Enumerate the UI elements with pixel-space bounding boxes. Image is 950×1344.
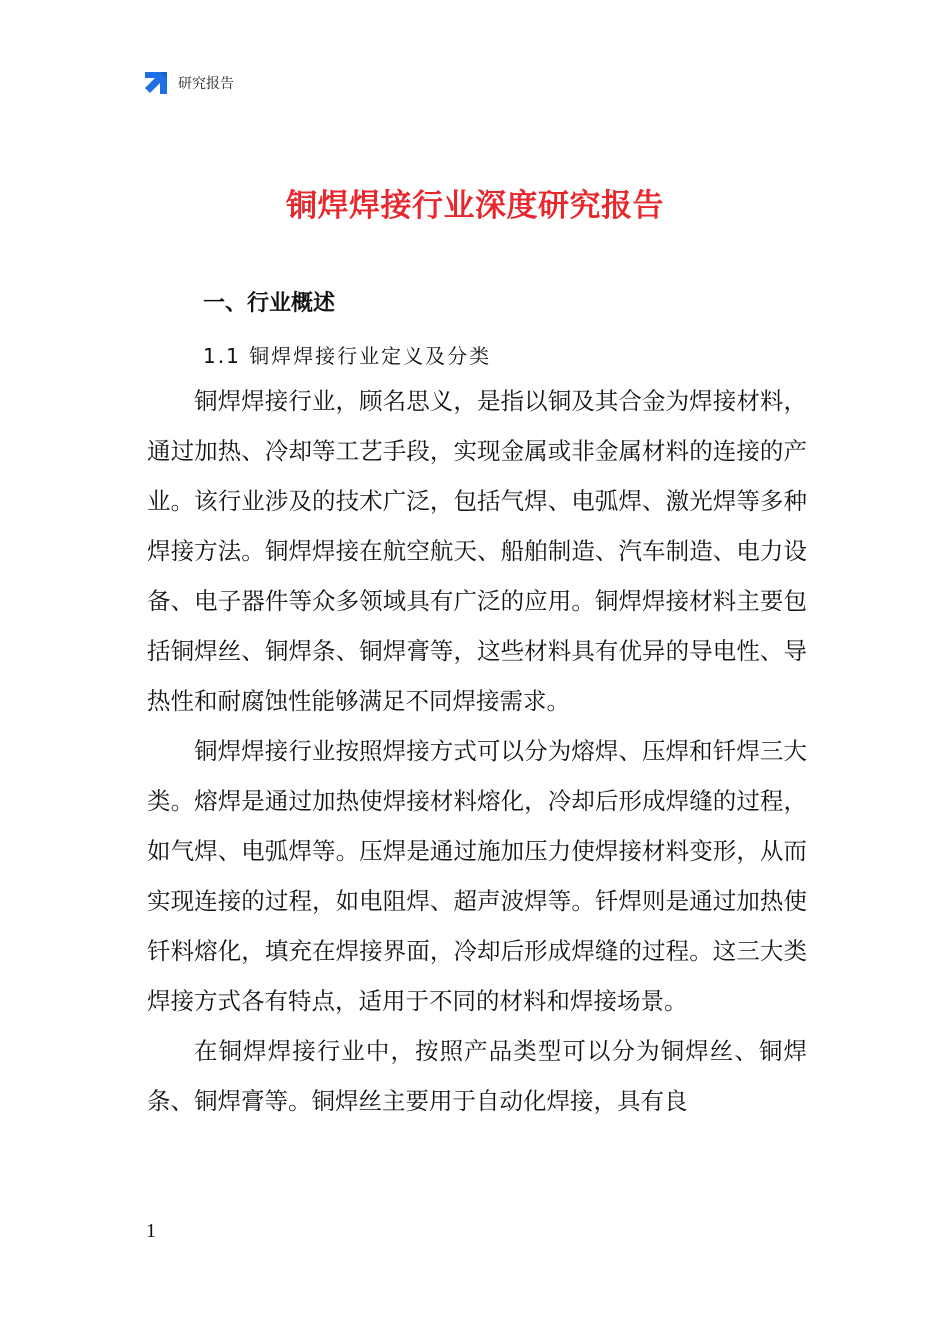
subsection-heading: 1.1 铜焊焊接行业定义及分类 [203, 344, 492, 368]
paragraph: 在铜焊焊接行业中，按照产品类型可以分为铜焊丝、铜焊条、铜焊膏等。铜焊丝主要用于自动化焊接，具有良 [147, 1037, 807, 1115]
paragraph: 铜焊焊接行业，顾名思义，是指以铜及其合金为焊接材料，通过加热、冷却等工艺手段，实现金属或非金属材料的连接的产业。该行业涉及的技术广泛，包括气焊、电弧焊、激光焊等多种焊接方法。铜焊焊接在航空航天、船舶制造、汽车制造、电力设备、电子器件等众多领域具有广泛的应用。铜焊焊接材料主要包括铜焊丝、铜焊条、铜焊膏等，这些材料具有优异的导电性、导热性和耐腐蚀性能够满足不同焊接需求。 [147, 387, 807, 715]
header-label: 研究报告 [178, 76, 234, 92]
body-text [147, 376, 807, 1126]
page-header [143, 70, 234, 96]
arrow-up-right-icon [143, 70, 169, 96]
document-title: 铜焊焊接行业深度研究报告 [286, 188, 664, 224]
page-number: 1 [146, 1220, 156, 1242]
section-heading: 一、行业概述 [203, 291, 336, 316]
paragraph: 铜焊焊接行业按照焊接方式可以分为熔焊、压焊和钎焊三大类。熔焊是通过加热使焊接材料熔化，冷却后形成焊缝的过程，如气焊、电弧焊等。压焊是通过施加压力使焊接材料变形，从而实现连接的过程，如电阻焊、超声波焊等。钎焊则是通过加热使钎料熔化，填充在焊接界面，冷却后形成焊缝的过程。这三大类焊接方式各有特点，适用于不同的材料和焊接场景。 [147, 737, 807, 1015]
